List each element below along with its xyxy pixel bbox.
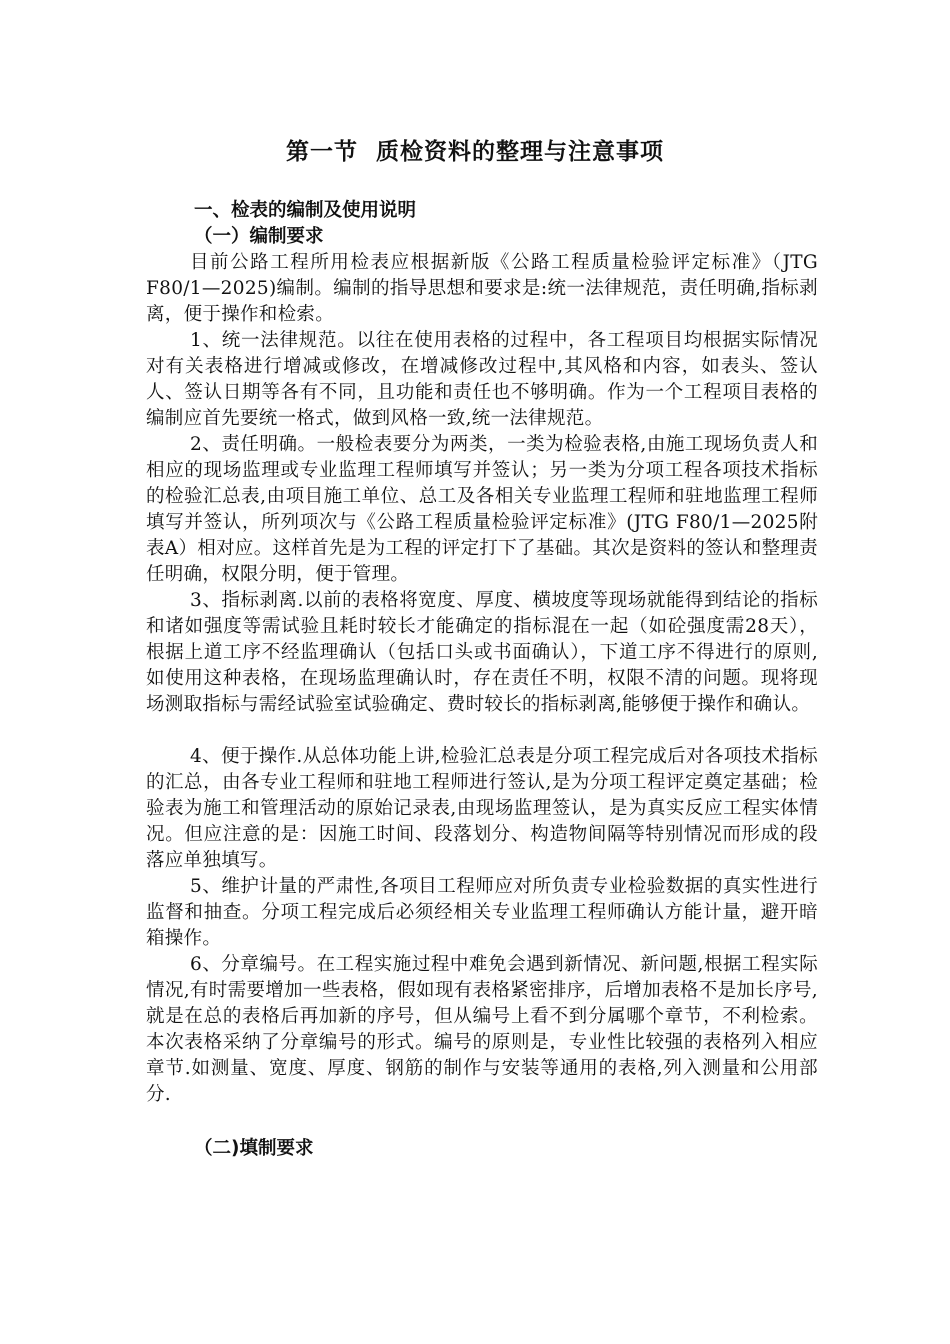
paragraph-item-3: 3、指标剥离.以前的表格将宽度、厚度、横坡度等现场就能得到结论的指标和诸如强度等需试验且耗时较长才能确定的指标混在一起（如砼强度需28天），根据上道工序不经监理确认（包括口头或书面确认），下道工序不得进行的原则,如使用这种表格，在现场监理确认时，存在责任不明，权限不清的问题。现将现场测取指标与需经试验室试验确定、费时较长的指标剥离,能够便于操作和确认。	[146, 590, 818, 715]
subsection-heading-2: （二)填制要求	[194, 1138, 314, 1159]
paragraph-item-4: 4、便于操作.从总体功能上讲,检验汇总表是分项工程完成后对各项技术指标的汇总，由各专业工程师和驻地工程师进行签认,是为分项工程评定奠定基础；检验表为施工和管理活动的原始记录表,由现场监理签认，是为真实反应工程实体情况。但应注意的是：因施工时间、段落划分、构造物间隔等特别情况而形成的段落应单独填写。	[146, 746, 818, 871]
document-body	[146, 198, 818, 1162]
paragraph-item-6: 6、分章编号。在工程实施过程中难免会遇到新情况、新问题,根据工程实际情况,有时需要增加一些表格，假如现有表格紧密排序，后增加表格不是加长序号,就是在总的表格后再加新的序号，但从编号上看不到分属哪个章节，不利检索。本次表格采纳了分章编号的形式。编号的原则是，专业性比较强的表格列入相应章节.如测量、宽度、厚度、钢筋的制作与安装等通用的表格,列入测量和公用部分.	[146, 954, 818, 1105]
paragraph-intro: 目前公路工程所用检表应根据新版《公路工程质量检验评定标准》（JTG F80/1—2025)编制。编制的指导思想和要求是:统一法律规范，责任明确,指标剥离，便于操作和检索。	[146, 252, 818, 325]
subsection-heading: （一）编制要求	[194, 226, 324, 247]
paragraph-item-1: 1、统一法律规范。以往在使用表格的过程中，各工程项目均根据实际情况对有关表格进行增减或修改，在增减修改过程中,其风格和内容，如表头、签认人、签认日期等各有不同，且功能和责任也不够明确。作为一个工程项目表格的编制应首先要统一格式，做到风格一致,统一法律规范。	[146, 330, 818, 429]
page-title: 第一节 质检资料的整理与注意事项	[285, 139, 664, 165]
paragraph-item-2: 2、责任明确。一般检表要分为两类，一类为检验表格,由施工现场负责人和相应的现场监理或专业监理工程师填写并签认；另一类为分项工程各项技术指标的检验汇总表,由项目施工单位、总工及各相关专业监理工程师和驻地监理工程师填写并签认，所列项次与《公路工程质量检验评定标准》(JTG F80/1—2025附表A）相对应。这样首先是为工程的评定打下了基础。其次是资料的签认和整理责任明确，权限分明，便于管理。	[146, 434, 818, 585]
section-heading: 一、检表的编制及使用说明	[194, 200, 417, 221]
paragraph-item-5: 5、维护计量的严肃性,各项目工程师应对所负责专业检验数据的真实性进行监督和抽查。分项工程完成后必须经相关专业监理工程师确认方能计量，避开暗箱操作。	[146, 876, 818, 949]
